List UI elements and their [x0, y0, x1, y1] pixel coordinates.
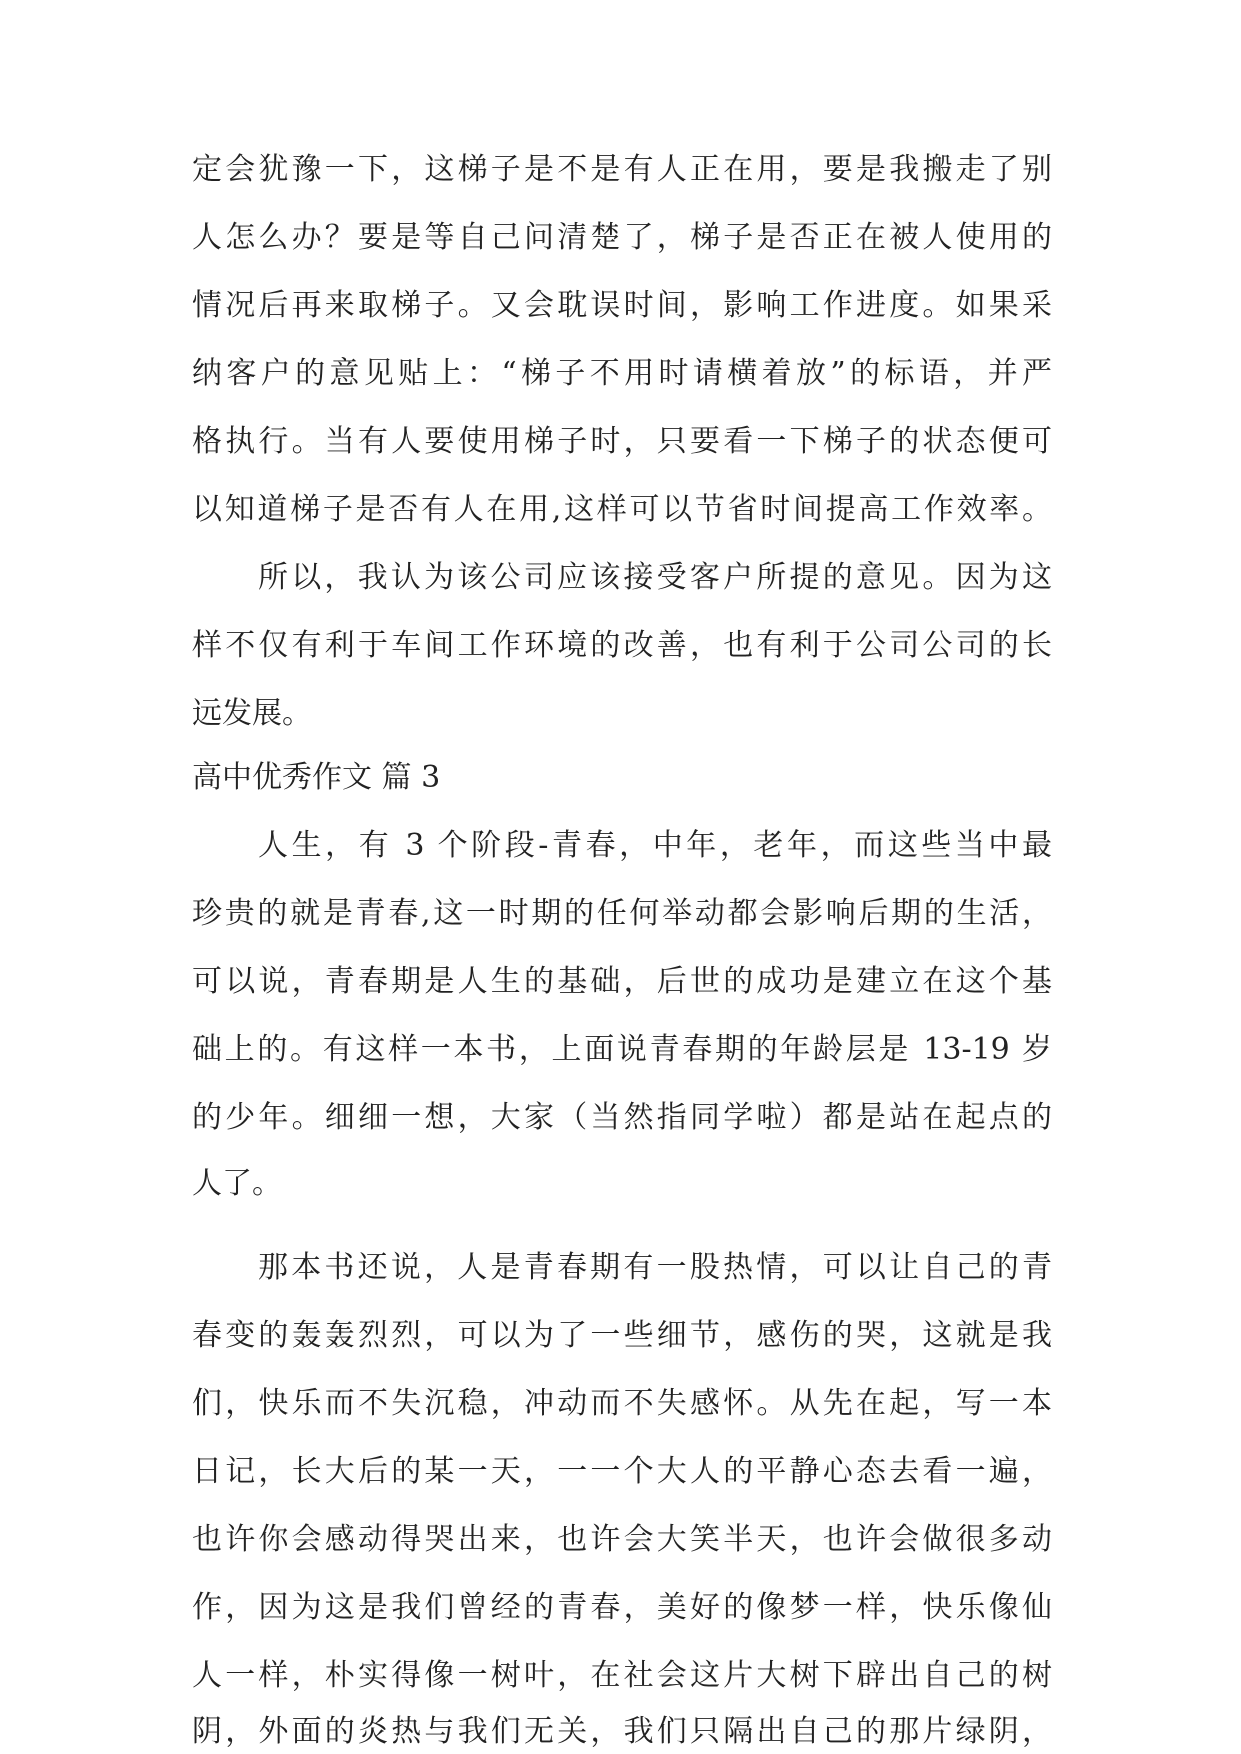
- text-line: 也许你会感动得哭出来，也许会大笑半天，也许会做很多动: [192, 1522, 1052, 1557]
- text-line: 远发展。: [192, 696, 312, 731]
- text-line: 人一样，朴实得像一树叶，在社会这片大树下辟出自己的树: [192, 1658, 1052, 1693]
- text-line: 珍贵的就是青春,这一时期的任何举动都会影响后期的生活，: [192, 896, 1052, 931]
- text-line: 所以，我认为该公司应该接受客户所提的意见。因为这: [258, 560, 1052, 595]
- text-line: 础上的。有这样一本书，上面说青春期的年龄层是 13-19 岁: [192, 1032, 1052, 1067]
- text-line: 阴，外面的炎热与我们无关，我们只隔出自己的那片绿阴，: [192, 1714, 1052, 1749]
- text-line: 可以说，青春期是人生的基础，后世的成功是建立在这个基: [192, 964, 1052, 999]
- text-line: 日记，长大后的某一天，一一个大人的平静心态去看一遍，: [192, 1454, 1052, 1489]
- text-line: 格执行。当有人要使用梯子时，只要看一下梯子的状态便可: [192, 424, 1052, 459]
- text-line: 人怎么办？要是等自己问清楚了，梯子是否正在被人使用的: [192, 220, 1052, 255]
- text-line: 纳客户的意见贴上：“梯子不用时请横着放”的标语，并严: [192, 356, 1052, 391]
- text-line: 的少年。细细一想，大家（当然指同学啦）都是站在起点的: [192, 1100, 1052, 1135]
- text-line: 作，因为这是我们曾经的青春，美好的像梦一样，快乐像仙: [192, 1590, 1052, 1625]
- section-heading: 高中优秀作文 篇 3: [192, 760, 441, 795]
- text-line: 们，快乐而不失沉稳，冲动而不失感怀。从先在起，写一本: [192, 1386, 1052, 1421]
- text-line: 以知道梯子是否有人在用,这样可以节省时间提高工作效率。: [192, 492, 1052, 527]
- text-line: 人生，有 3 个阶段-青春，中年，老年，而这些当中最: [258, 828, 1052, 863]
- text-line: 那本书还说，人是青春期有一股热情，可以让自己的青: [258, 1250, 1052, 1285]
- text-line: 人了。: [192, 1166, 282, 1201]
- text-line: 情况后再来取梯子。又会耽误时间，影响工作进度。如果采: [192, 288, 1052, 323]
- text-line: 定会犹豫一下，这梯子是不是有人正在用，要是我搬走了别: [192, 152, 1052, 187]
- text-line: 样不仅有利于车间工作环境的改善，也有利于公司公司的长: [192, 628, 1052, 663]
- text-line: 春变的轰轰烈烈，可以为了一些细节，感伤的哭，这就是我: [192, 1318, 1052, 1353]
